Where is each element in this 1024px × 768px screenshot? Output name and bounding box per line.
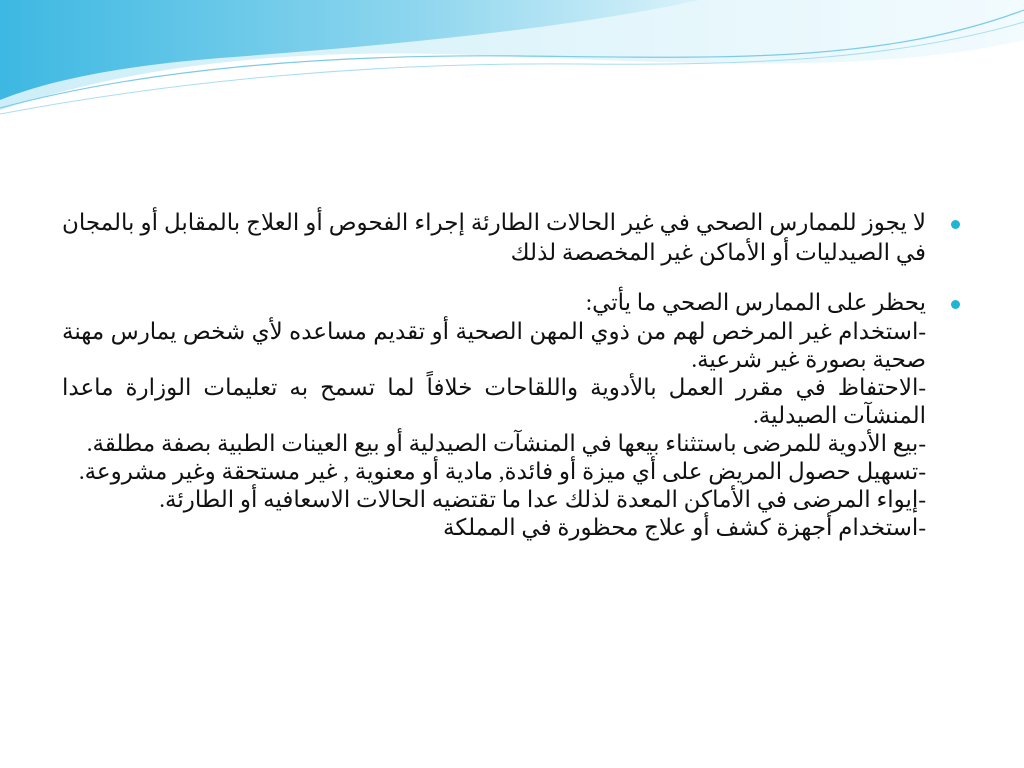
prohibition-item: -استخدام غير المرخص لهم من ذوي المهن الصحية أو تقديم مساعده لأي شخص يمارس مهنة صحية بصورة غير شرعية. (62, 319, 926, 372)
bullet-dot-icon (951, 300, 960, 309)
slide-content (62, 208, 962, 562)
prohibition-item: -إيواء المرضى في الأماكن المعدة لذلك عدا ما تقتضيه الحالات الاسعافيه أو الطارئة. (159, 487, 926, 512)
prohibition-item: -الاحتفاظ في مقرر العمل بالأدوية واللقاحات خلافاً لما تسمح به تعليمات الوزارة ماعدا المنشآت الصيدلية. (62, 375, 926, 428)
bullet-text: لا يجوز للممارس الصحي في غير الحالات الطارئة إجراء الفحوص أو العلاج بالمقابل أو بالمجان في الصيدليات أو الأماكن غير المخصصة لذلك (62, 210, 927, 265)
bullet-item-1 (62, 208, 962, 268)
header-wave-decoration (0, 0, 1024, 120)
prohibition-item: -تسهيل حصول المريض على أي ميزة أو فائدة, مادية أو معنوية , غير مستحقة وغير مشروعة. (78, 459, 926, 484)
bullet-dot-icon (951, 220, 960, 229)
bullet-lead: يحظر على الممارس الصحي ما يأتي: (585, 290, 926, 315)
bullet-item-2 (62, 288, 962, 542)
prohibition-item: -استخدام أجهزة كشف أو علاج محظورة في المملكة (443, 515, 926, 540)
prohibition-item: -بيع الأدوية للمرضى باستثناء بيعها في المنشآت الصيدلية أو بيع العينات الطبية بصفة مطلقة. (86, 431, 926, 456)
